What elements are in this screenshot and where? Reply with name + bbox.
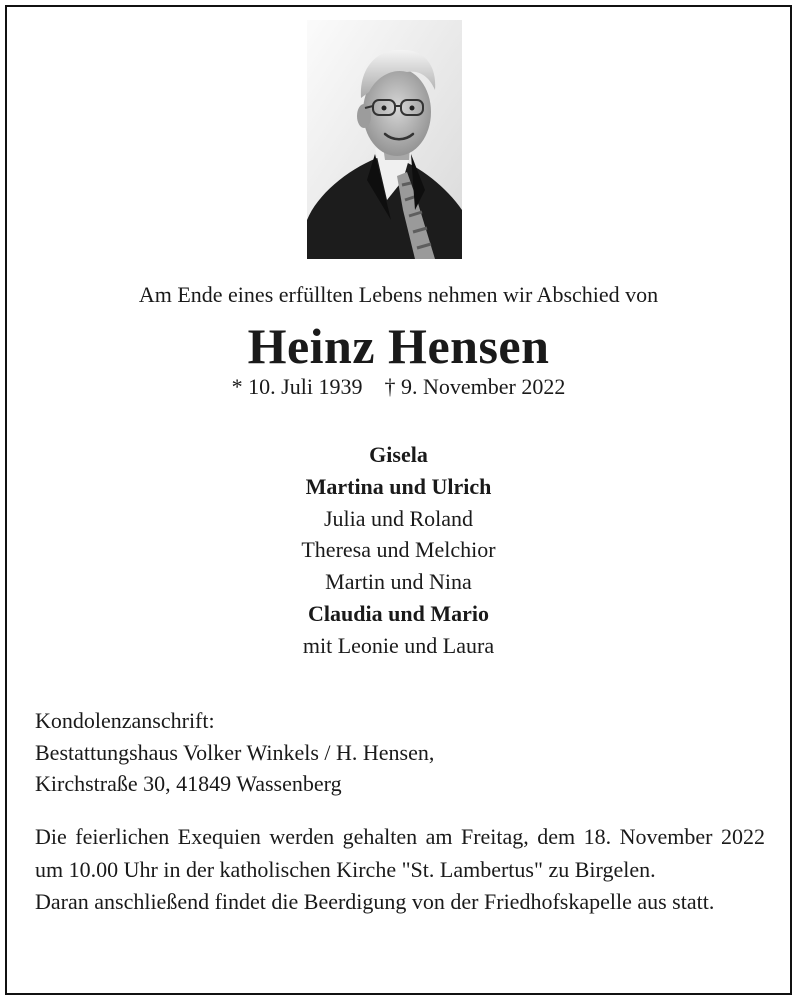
deceased-name: Heinz Hensen: [247, 318, 550, 374]
condolence-line-1: Bestattungshaus Volker Winkels / H. Hensen,: [35, 739, 435, 765]
family-list: [0, 439, 797, 662]
service-paragraph-1: Die feierlichen Exequien werden gehalten am Freitag, dem 18. November 2022 um 10.00 Uhr in der katholischen Kirche "St. Lambertus" zu Birgelen.: [35, 824, 765, 882]
intro-text: Am Ende eines erfüllten Lebens nehmen wir Abschied von: [138, 282, 659, 307]
death-date: † 9. November 2022: [384, 374, 566, 399]
family-member: Julia und Roland: [323, 505, 474, 531]
family-member: mit Leonie und Laura: [302, 632, 495, 658]
portrait-icon: [307, 20, 462, 259]
condolence-line-2: Kirchstraße 30, 41849 Wassenberg: [35, 771, 342, 796]
family-member: Martin und Nina: [325, 569, 472, 595]
family-member: Martina und Ulrich: [305, 473, 492, 499]
condolence-address: [35, 705, 765, 800]
service-paragraph-2: Daran anschließend findet die Beerdigung von der Friedhofskapelle aus statt.: [35, 889, 715, 914]
family-member: Theresa und Melchior: [301, 537, 496, 563]
birth-date: * 10. Juli 1939: [231, 374, 363, 399]
family-member: Gisela: [369, 442, 428, 467]
portrait-photo: [307, 20, 462, 259]
condolence-label: Kondolenzanschrift:: [35, 708, 215, 733]
service-info: [35, 821, 765, 919]
life-dates: [0, 373, 797, 401]
family-member: Claudia und Mario: [308, 600, 489, 626]
